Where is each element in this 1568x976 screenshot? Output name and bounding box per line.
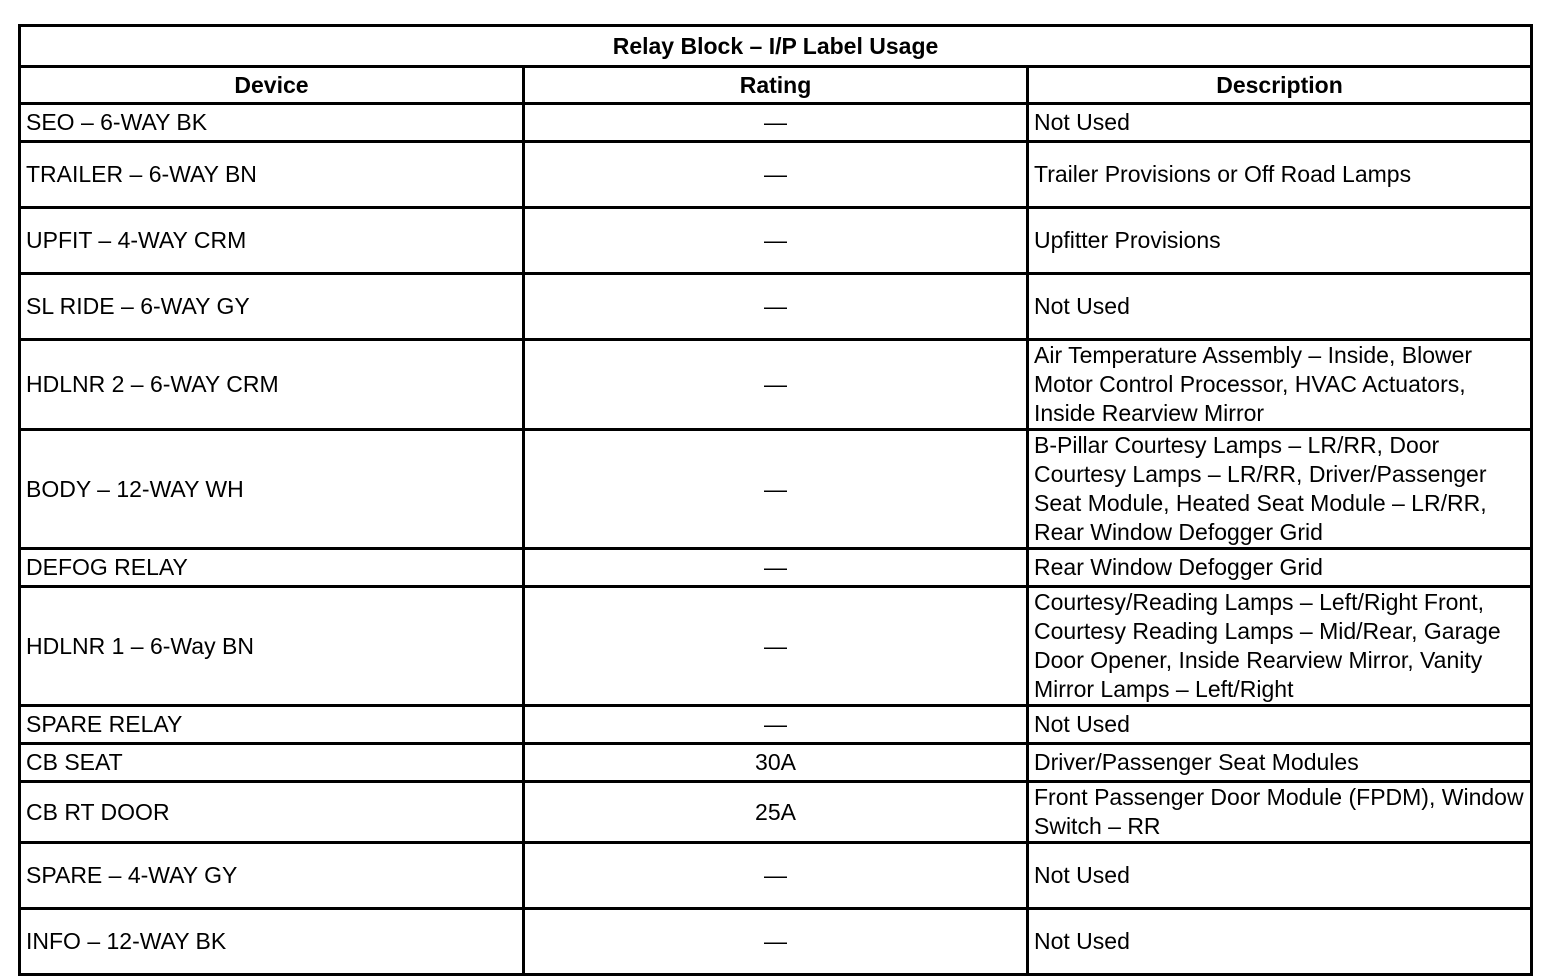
table-row [20,843,1532,909]
table-row [20,549,1532,587]
description-cell: Trailer Provisions or Off Road Lamps [1028,142,1532,208]
device-cell: SPARE – 4-WAY GY [20,843,524,909]
device-cell: SL RIDE – 6-WAY GY [20,274,524,340]
description-cell: Upfitter Provisions [1028,208,1532,274]
table-row [20,274,1532,340]
rating-cell: — [524,587,1028,706]
table-row [20,744,1532,782]
table-title-row [20,26,1532,67]
rating-cell: — [524,274,1028,340]
rating-cell: — [524,340,1028,430]
description-cell: Driver/Passenger Seat Modules [1028,744,1532,782]
header-rating: Rating [524,67,1028,104]
header-device: Device [20,67,524,104]
table-row [20,208,1532,274]
description-cell: Not Used [1028,104,1532,142]
table-title: Relay Block – I/P Label Usage [20,26,1532,67]
device-cell: SEO – 6-WAY BK [20,104,524,142]
device-cell: HDLNR 2 – 6-WAY CRM [20,340,524,430]
table-header-row [20,67,1532,104]
device-cell: SPARE RELAY [20,706,524,744]
device-cell: INFO – 12-WAY BK [20,909,524,975]
device-cell: CB RT DOOR [20,782,524,843]
rating-cell: — [524,549,1028,587]
rating-cell: — [524,208,1028,274]
table-row [20,430,1532,549]
table-row [20,587,1532,706]
device-cell: UPFIT – 4-WAY CRM [20,208,524,274]
device-cell: HDLNR 1 – 6-Way BN [20,587,524,706]
rating-cell: — [524,142,1028,208]
rating-cell: — [524,843,1028,909]
relay-block-table [18,24,1533,976]
table-row [20,142,1532,208]
description-cell: Rear Window Defogger Grid [1028,549,1532,587]
table-row [20,706,1532,744]
device-cell: CB SEAT [20,744,524,782]
table-row [20,340,1532,430]
description-cell: Not Used [1028,706,1532,744]
description-cell: Courtesy/Reading Lamps – Left/Right Front, Courtesy Reading Lamps – Mid/Rear, Garage Door Opener, Inside Rearview Mirror, Vanity Mirror Lamps – Left/Right [1028,587,1532,706]
device-cell: TRAILER – 6-WAY BN [20,142,524,208]
rating-cell: 25A [524,782,1028,843]
description-cell: B-Pillar Courtesy Lamps – LR/RR, Door Courtesy Lamps – LR/RR, Driver/Passenger Seat Module, Heated Seat Module – LR/RR, Rear Window Defogger Grid [1028,430,1532,549]
description-cell: Air Temperature Assembly – Inside, Blower Motor Control Processor, HVAC Actuators, Inside Rearview Mirror [1028,340,1532,430]
description-cell: Not Used [1028,274,1532,340]
header-description: Description [1028,67,1532,104]
rating-cell: — [524,430,1028,549]
rating-cell: — [524,909,1028,975]
description-cell: Front Passenger Door Module (FPDM), Window Switch – RR [1028,782,1532,843]
table-row [20,909,1532,975]
relay-block-table-container [18,24,1533,976]
rating-cell: — [524,706,1028,744]
device-cell: DEFOG RELAY [20,549,524,587]
rating-cell: — [524,104,1028,142]
table-row [20,104,1532,142]
device-cell: BODY – 12-WAY WH [20,430,524,549]
table-row [20,782,1532,843]
description-cell: Not Used [1028,843,1532,909]
description-cell: Not Used [1028,909,1532,975]
rating-cell: 30A [524,744,1028,782]
